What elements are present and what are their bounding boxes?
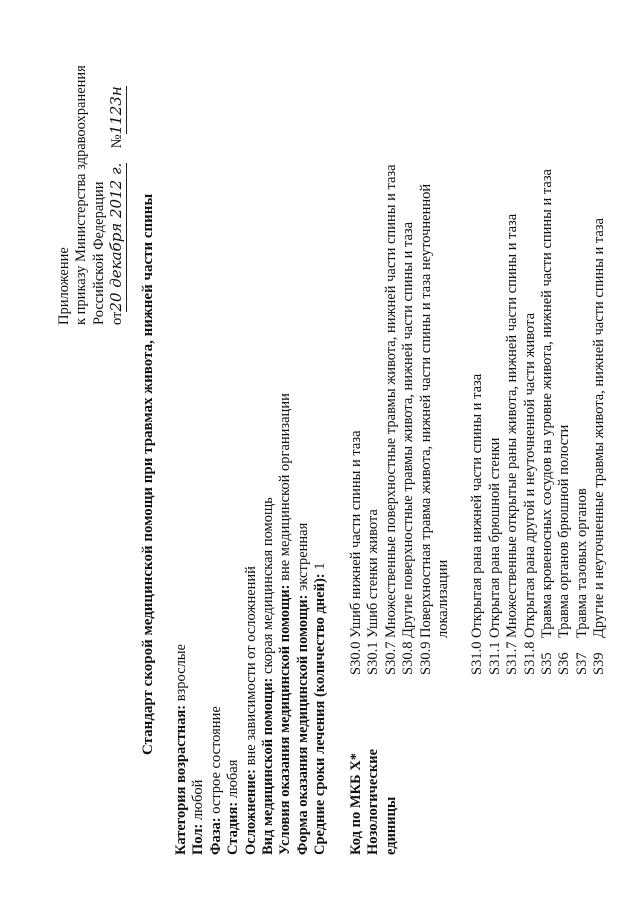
handwritten-number: 1123н <box>107 86 126 135</box>
codes-list <box>348 164 609 675</box>
code-row: S30.7 Множественные поверхностные травмы живота, нижней части спины и таза <box>382 164 399 675</box>
meta-row: Стадия: любая <box>225 759 242 855</box>
nosology-header-1: Нозологические <box>365 748 382 855</box>
appendix-line-3: Российской Федерации <box>90 181 107 325</box>
code-row: S30.8 Другие поверхностные травмы живота, нижней части спины и таза <box>400 221 417 675</box>
code-row: S39 Другие и неуточненные травмы живота, нижней части спины и таза <box>591 218 608 675</box>
meta-block <box>173 393 330 855</box>
handwritten-date: 20 декабря 2012 г. <box>107 162 126 312</box>
from-label: от <box>109 311 126 325</box>
code-row: S31.8 Открытая рана другой и неуточненной части живота <box>521 312 538 675</box>
code-row: S30.0 Ушиб нижней части спины и таза <box>348 430 364 675</box>
meta-row: Пол: любой <box>190 779 207 855</box>
code-row: S30.1 Ушиб стенки живота <box>365 509 382 675</box>
meta-row: Вид медицинской помощи: скорая медицинская помощь <box>260 497 277 855</box>
code-row: S36 Травма органов брюшной полости <box>556 424 573 675</box>
appendix-line-1: Приложение <box>56 247 72 325</box>
number-label: № <box>109 134 126 149</box>
code-row: S37 Травма тазовых органов <box>573 488 590 675</box>
code-row: S31.0 Открытая рана нижней части спины и таза <box>469 373 486 675</box>
meta-row: Условия оказания медицинской помощи: вне медицинской организации <box>277 393 294 855</box>
appendix-line-2: к приказу Министерства здравоохранения <box>73 65 90 325</box>
meta-row: Осложнение: вне зависимости от осложнений <box>242 566 259 855</box>
meta-row: Средние сроки лечения (количество дней): 1 <box>312 562 329 855</box>
mkb-header: Код по МКБ X* <box>348 753 364 855</box>
meta-row: Категория возрастная: взрослые <box>173 644 189 855</box>
document-title: Стандарт скорой медицинской помощи при травмах живота, нижней части спины <box>140 193 156 755</box>
code-row: S35 Травма кровеносных сосудов на уровне живота, нижней части спины и таза <box>539 169 556 675</box>
code-row: S30.9 Поверхностная травма живота, нижней части спины и таза неуточненной локализации <box>417 183 452 675</box>
nosology-header-2: единицы <box>382 796 399 855</box>
codes-header <box>348 749 400 855</box>
meta-row: Фаза: острое состояние <box>207 706 224 855</box>
code-row: S31.7 Множественные открытые раны живота, нижней части спины и таза <box>504 213 521 675</box>
appendix-block <box>56 65 127 325</box>
code-row: S31.1 Открытая рана брюшной стенки <box>486 437 503 675</box>
meta-row: Форма оказания медицинской помощи: экстренная <box>294 522 311 855</box>
appendix-date-line <box>108 65 126 325</box>
